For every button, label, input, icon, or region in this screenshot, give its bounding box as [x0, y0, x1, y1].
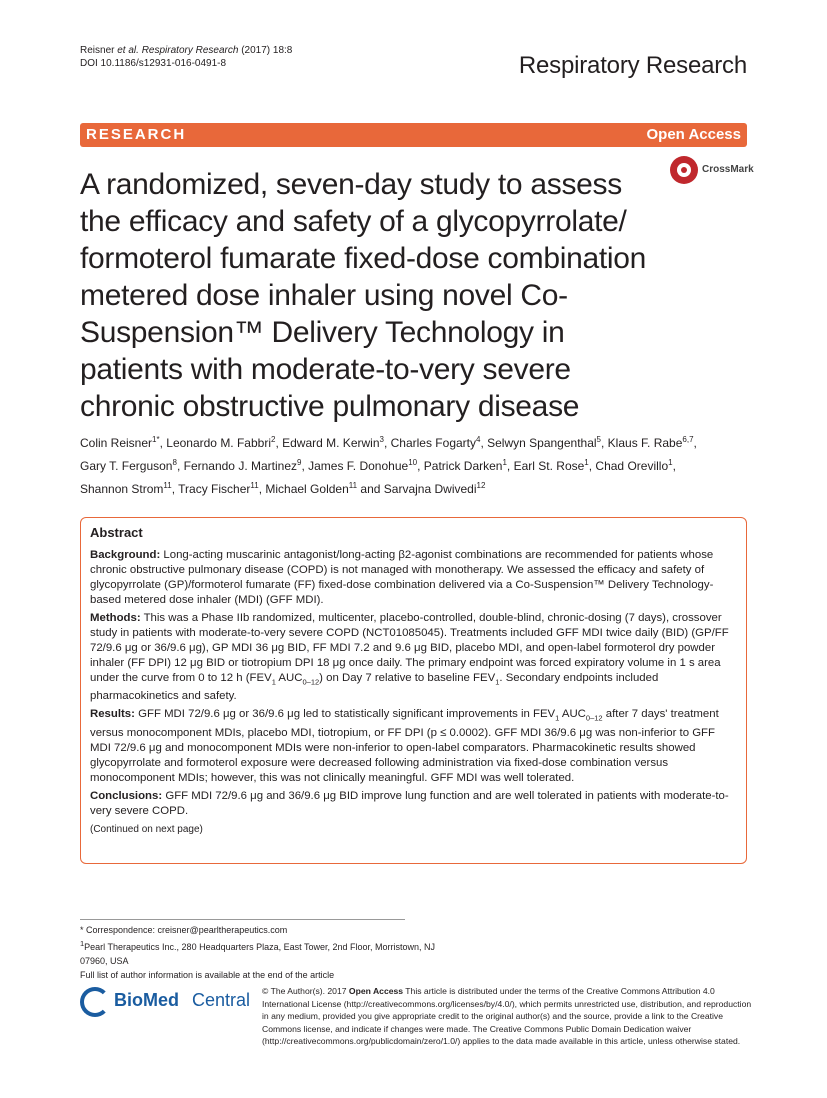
author: Patrick Darken$^1$ — [423, 458, 507, 473]
citation-line: Reisner et al. Respiratory Research (2017) 18:8 — [80, 45, 293, 56]
author: Tracy Fischer$^{11}$ — [178, 481, 259, 496]
author: Klaus F. Rabe$^{6,7}$ — [607, 435, 694, 450]
doi[interactable]: DOI 10.1186/s12931-016-0491-8 — [80, 58, 227, 69]
author: Edward M. Kerwin$^3$ — [282, 435, 384, 450]
author: Selwyn Spangenthal$^5$ — [487, 435, 601, 450]
biomed-central-logo[interactable] — [80, 985, 250, 1019]
author: Colin Reisner$^{1*}$ — [80, 435, 160, 450]
footnotes — [80, 923, 440, 982]
crossmark-badge[interactable] — [670, 156, 754, 186]
open-access-label: Open Access — [646, 126, 741, 143]
author: Sarvajna Dwivedi$^{12}$ — [383, 481, 486, 496]
author: Shannon Strom$^{11}$ — [80, 481, 172, 496]
title-line: formoterol fumarate fixed-dose combination — [80, 242, 647, 275]
title-line: Suspension™ Delivery Technology in — [80, 316, 565, 349]
abstract-methods: Methods: This was a Phase IIb randomized, multicenter, placebo-controlled, double-blind, chronic-dosing (7 days), crossover study in patients with moderate-to-very severe COPD (NCT01085045). Treatments included GFF MDI twice daily (BID) (GP/FF 72/9.6 μg or 36/9.6 μg), GP MDI 36 μg BID, FF MDI 7.2 and 9.6 μg BID, placebo MDI, and open-label formoterol dry powder inhaler (FF DPI) 12 μg BID or tiotropium DPI 18 μg once daily. The primary endpoint was forced expiratory volume in 1 s area under the curve from 0 to 12 h ($FEV_1$ $AUC_{0-12}$) on Day 7 relative to baseline $FEV_1$. Secondary endpoints included pharmacokinetics and safety. — [90, 612, 729, 703]
continued-note: (Continued on next page) — [90, 823, 203, 835]
bmc-swoosh-icon — [80, 987, 110, 1017]
journal-name: Respiratory Research — [518, 52, 747, 79]
author: Gary T. Ferguson$^8$ — [80, 458, 177, 473]
abstract-background: Background: Long-acting muscarinic antagonist/long-acting β2-agonist combinations are recommended for patients whose chronic obstructive pulmonary disease (COPD) is not managed with monotherapy. We assessed the efficacy and safety of glycopyrrolate (GP)/formoterol fumarate (FF) fixed-dose combination delivered via a Co-Suspension™ Delivery Technology-based metered dose inhaler (MDI) (GFF MDI). — [90, 549, 714, 606]
author: Charles Fogarty$^4$ — [390, 435, 481, 450]
abstract-box — [80, 517, 747, 864]
title-line: A randomized, seven-day study to assess — [80, 168, 622, 201]
title-line: metered dose inhaler using novel Co- — [80, 279, 568, 312]
affiliation: $^1$Pearl Therapeutics Inc., 280 Headquarters Plaza, East Tower, 2nd Floor, Morristown, NJ 07960, USA — [80, 939, 436, 966]
citation-header — [80, 44, 292, 70]
author: Leonardo M. Fabbri$^2$ — [166, 435, 276, 450]
author: Chad Orevillo$^1$ — [595, 458, 673, 473]
correspondence[interactable]: * Correspondence: creisner@pearltherapeutics.com — [80, 925, 288, 935]
article-type-banner — [80, 123, 747, 147]
bmc-logo-central: Central — [192, 990, 251, 1010]
article-type-label: RESEARCH — [86, 126, 187, 143]
author: Fernando J. Martinez$^9$ — [183, 458, 302, 473]
author-list: Colin Reisner$^{1*}$, Leonardo M. Fabbri$^2$, Edward M. Kerwin$^3$, Charles Fogarty$^4$, Selwyn Spangenthal$^5$, Klaus F. Rabe$^{6,7}$, Gary T. Ferguson$^8$, Fernando J. Martinez$^9$, James F. Donohue$^{10}$, Patrick Darken$^1$, Earl St. Rose$^1$, Chad Orevillo$^1$, Shannon Strom$^{11}$, Tracy Fischer$^{11}$, Michael Golden$^{11}$ and Sarvajna Dwivedi$^{12}$ — [80, 435, 697, 496]
full-author-info: Full list of author information is available at the end of the article — [80, 970, 335, 980]
author: Michael Golden$^{11}$ — [265, 481, 358, 496]
abstract-results: Results: GFF MDI 72/9.6 μg or 36/9.6 μg led to statistically significant improvements in $FEV_1$ $AUC_{0-12}$ after 7 days' treatment versus monocomponent MDIs, placebo MDI, tiotropium, or FF DPI (p ≤ 0.0002). GFF MDI 36/9.6 μg was non-inferior to GFF MDI 72/9.6 μg and monocomponent MDIs were non-inferior to open-label comparators. Pharmacokinetic results showed glycopyrrolate and formoterol exposure were decreased following administration via fixed-dose combination versus monocomponent MDIs; however, this was not clinically meaningful. GFF MDI was well tolerated. — [90, 708, 719, 784]
license-statement: © The Author(s). 2017 Open Access This article is distributed under the terms of the Creative Commons Attribution 4.0 International License (http://creativecommons.org/licenses/by/4.0/), which permits unrestricted use, distribution, and reproduction in any medium, provided you give appropriate credit to the original author(s) and the source, provide a link to the Creative Commons license, and indicate if changes were made. The Creative Commons Public Domain Dedication waiver (http://creativecommons.org/publicdomain/zero/1.0/) applies to the data made available in this article, unless otherwise stated. — [262, 986, 752, 1046]
author: Earl St. Rose$^1$ — [513, 458, 589, 473]
title-line: chronic obstructive pulmonary disease — [80, 390, 580, 423]
abstract-conclusions: Conclusions: GFF MDI 72/9.6 μg and 36/9.6 μg BID improve lung function and are well tolerated in patients with moderate-to-very severe COPD. — [90, 789, 729, 817]
abstract-heading: Abstract — [90, 525, 143, 540]
title-line: patients with moderate-to-very severe — [80, 353, 571, 386]
article-title — [80, 166, 680, 425]
abstract-body — [90, 548, 738, 837]
title-line: the efficacy and safety of a glycopyrrolate/ — [80, 205, 627, 238]
author: James F. Donohue$^{10}$ — [308, 458, 418, 473]
footnote-divider — [80, 919, 405, 920]
crossmark-label: CrossMark — [702, 164, 754, 175]
bmc-logo-bio: BioMed — [114, 990, 179, 1010]
